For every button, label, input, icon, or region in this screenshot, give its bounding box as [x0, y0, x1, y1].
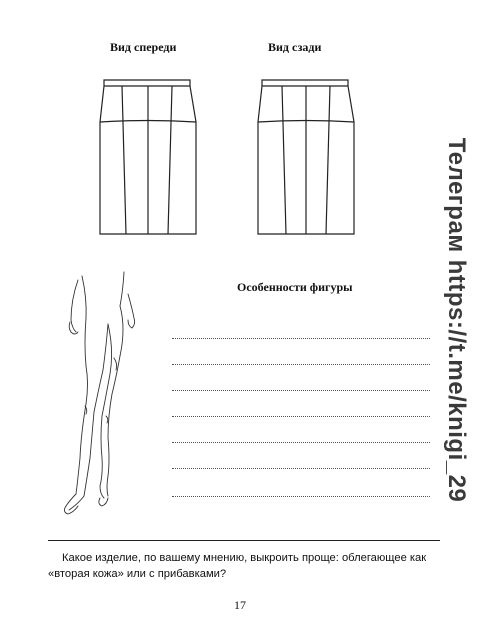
notes-line	[172, 416, 430, 417]
notes-line	[172, 468, 430, 469]
figure-croquis-sketch	[56, 266, 156, 530]
page-number: 17	[234, 598, 246, 612]
figure-features-heading: Особенности фигуры	[237, 280, 353, 294]
front-view-heading: Вид спереди	[110, 40, 177, 54]
notes-line	[172, 442, 430, 443]
question-text: Какое изделие, по вашему мнению, выкроить проще: облегающее как «вторая кожа» или с прибавками?	[48, 552, 427, 580]
notes-line	[172, 390, 430, 391]
notes-line	[172, 496, 430, 497]
back-view-heading: Вид сзади	[268, 40, 322, 54]
section-divider	[48, 540, 440, 541]
telegram-watermark: Телеграм https://t.me/knigi_29	[443, 137, 470, 503]
back-skirt-sketch	[254, 78, 364, 238]
notes-line	[172, 364, 430, 365]
front-skirt-sketch	[96, 78, 206, 238]
notes-line	[172, 338, 430, 339]
